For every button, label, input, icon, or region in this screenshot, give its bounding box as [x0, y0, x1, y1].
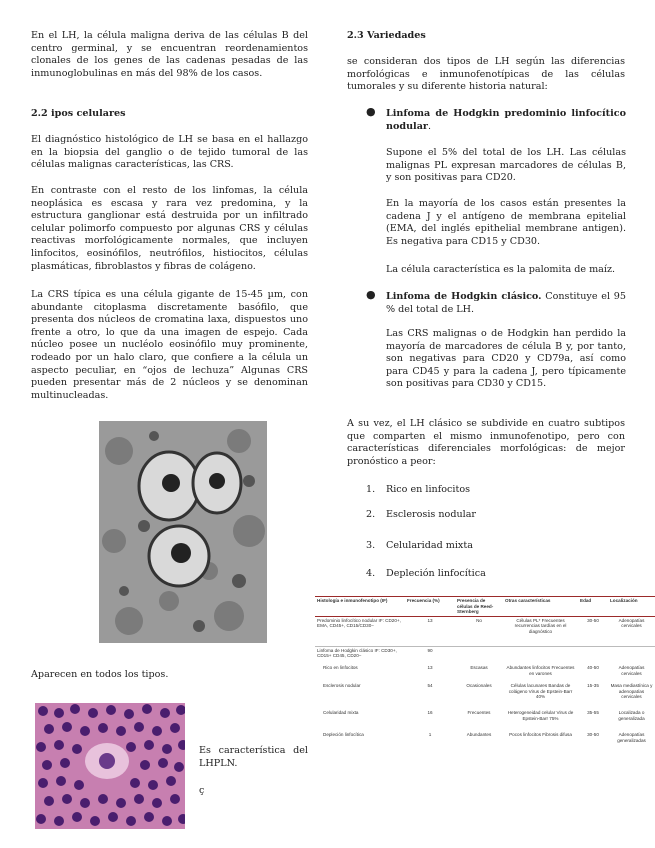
list-number: 2. [366, 509, 376, 520]
table-cell: Frecuentes [467, 710, 491, 716]
paragraph-classic: Las CRS malignas o de Hodgkin han perdido la mayoría de marcadores de célula B y, por tanto, son negativas para CD20 y CD79a, así como para CD45 y para la cadena J, pero típicamente son positivas para CD30 y CD15. [386, 328, 626, 390]
table-cell [503, 646, 578, 664]
bullet-dot: ● [366, 288, 376, 301]
table-cell: 13 [427, 617, 433, 623]
reed-sternberg-cells-image [99, 421, 267, 643]
header-cell: Edad [578, 597, 608, 617]
table-cell: Pocos linfocitos Fibrosis difusa [509, 732, 572, 738]
table-row [315, 646, 655, 664]
table-cell: 16 [427, 710, 433, 716]
bullet-nodular-title: Linfoma de Hodgkin predominio linfocítico nodular. [386, 108, 626, 132]
table-cell: 40-50 [587, 665, 599, 671]
table-cell: 90 [405, 646, 455, 664]
table-cell: 1 [428, 732, 432, 738]
list-item: Esclerosis nodular [386, 509, 477, 520]
intro-paragraph: En el LH, la célula maligna deriva de las células B del centro germinal, y se encuentran reordenamientos clonales de los genes de las cadenas pesadas de las inmunoglobulinas en más del 98% de los casos. [31, 30, 308, 79]
paragraph-diagnosis: El diagnóstico histológico de LH se basa en el hallazgo en la biopsia del ganglio o de tejido tumoral de las células malignas características, las CRS. [31, 134, 308, 171]
table-row [315, 709, 655, 731]
table-cell: Adenopatías generalizadas [617, 732, 646, 743]
table-cell [608, 646, 655, 664]
table-cell: Linfoma de Hodgkin clásico IF: CD30+, CD15+ CD45, CD20− [315, 646, 405, 664]
table-cell: Heterogeneidad celular Virus de Epstein-Barr 75% [507, 710, 574, 721]
table-cell: Adenopatías cervicales [618, 665, 645, 676]
table-cell: No [476, 617, 482, 623]
table-header-row [315, 597, 655, 617]
paragraph-nodular-2: En la mayoría de los casos están presentes la cadena J y el antígeno de membrana epitelial (EMA, del inglés epithelial membrane antigen). Es negativa para CD15 y CD30. [386, 198, 626, 247]
header-cell: Frecuencia (%) [405, 597, 455, 617]
section-title-cell-types: 2.2 ipos celulares [31, 108, 126, 119]
micrograph-lhpln [35, 703, 185, 829]
table-cell: Predominio linfocítico nodular IF: CD20+, EMA, CD45+, CD15/CD30− [317, 617, 401, 629]
list-number: 1. [366, 484, 376, 495]
table-row [315, 616, 655, 646]
table-cell: Escasas [470, 665, 488, 671]
table-row [315, 731, 655, 751]
paragraph-varieties-intro: se consideran dos tipos de LH según las diferencias morfológicas e inmunofenotípicas de las células tumorales y su diferente historia natural: [347, 56, 625, 93]
table-cell: 13 [427, 665, 433, 671]
header-cell: Histología e inmunofenotipo (IF) [315, 597, 405, 617]
header-cell: Presencia de células de Reed-Sternberg [455, 597, 503, 617]
table-cell: 15-35 [587, 683, 599, 689]
table-cell: Abundantes [466, 732, 492, 738]
table-cell [455, 646, 503, 664]
table-cell: Esclerosis nodular [323, 683, 361, 689]
header-cell: Localización [608, 597, 655, 617]
table-cell: 30-50 [587, 732, 599, 738]
header-cell: Otras características [503, 597, 578, 617]
table-cell: Adenopatías cervicales [618, 617, 645, 629]
list-item: Rico en linfocitos [386, 484, 471, 495]
table-row [315, 682, 655, 709]
table-cell: Células lacunares Bandas de colágeno Virus de Epstein-Barr 40% [508, 683, 573, 700]
nodular-title-text: Linfoma de Hodgkin predominio linfocítico nodular [386, 108, 626, 132]
paragraph-nodular-1: Supone el 5% del total de los LH. Las células malignas PL expresan marcadores de células B, y son positivas para CD20. [386, 147, 626, 184]
paragraph-crs: La CRS típica es una célula gigante de 15-45 µm, con abundante citoplasma discretamente basófilo, que presenta dos núcleos de cromatina laxa, dispuestos uno frente a otro, lo que da una imagen de espejo. Cada núcleo posee un nucléolo eosinófilo muy prominente, rodeado por un halo claro, que confiere a la célula un aspecto peculiar, en “ojos de lechuza” Algunas CRS pueden presentar más de 2 núcleos y se denominan multinucleadas. [31, 289, 308, 401]
bullet-classic-title [386, 291, 626, 316]
table-cell: Abundantes linfocitos Frecuentes en varones [506, 665, 575, 676]
lymphocyte-stain-image [35, 703, 185, 829]
section-title-varieties: 2.3 Variedades [347, 30, 426, 41]
paragraph-nodular-3: La célula característica es la palomita de maíz. [386, 264, 616, 275]
classic-title-text: Linfoma de Hodgkin clásico. [386, 291, 542, 302]
table-cell: Rico en linfocitos [323, 665, 358, 671]
table-cell: Localizada o generalizada [618, 710, 645, 721]
stray-character: ç [199, 785, 205, 796]
table-cell [578, 646, 608, 664]
table-cell: Celularidad mixta [323, 710, 359, 716]
lymphoma-table [315, 596, 655, 751]
paragraph-infiltrate: En contraste con el resto de los linfomas, la célula neoplásica es escasa y rara vez predomina, y la estructura ganglionar está destruida por un infiltrado celular polimorfo compuesto por algunas CRS y células reactivas morfológicamente normales, que incluyen linfocitos, eosinófilos, neutrófilos, histiocitos, células plasmáticas, fibroblastos y fibras de colágeno. [31, 185, 308, 272]
bullet-dot: ● [366, 105, 376, 118]
table-row [315, 664, 655, 682]
table-cell: Masa mediastínica y adenopatías cervicales [610, 683, 653, 700]
list-item: Depleción linfocítica [386, 568, 486, 579]
micrograph-reed-sternberg [99, 421, 267, 643]
classic-title-rest: Constituye el 95 % del total de LH. [386, 291, 626, 315]
list-number: 3. [366, 540, 376, 551]
caption-lhpln: Es característica del LHPLN. [199, 745, 308, 769]
list-item: Celularidad mixta [386, 540, 473, 551]
list-number: 4. [366, 568, 376, 579]
table-cell: Depleción linfocítica [323, 732, 364, 738]
table-cell: 35-55 [587, 710, 599, 716]
table-cell: 54 [427, 683, 433, 689]
paragraph-subtypes: A su vez, el LH clásico se subdivide en cuatro subtipos que comparten el mismo inmunofenotipo, pero con características diferenciales morfológicas: de mejor pronóstico a peor: [347, 418, 625, 467]
table-cell: 30-50 [587, 617, 599, 623]
table-cell: Células PL* Frecuentes recurrencias tardías en el diagnóstico [514, 617, 567, 634]
table-cell: Ocasionales [466, 683, 492, 689]
caption-all-types: Aparecen en todos los tipos. [31, 669, 169, 680]
